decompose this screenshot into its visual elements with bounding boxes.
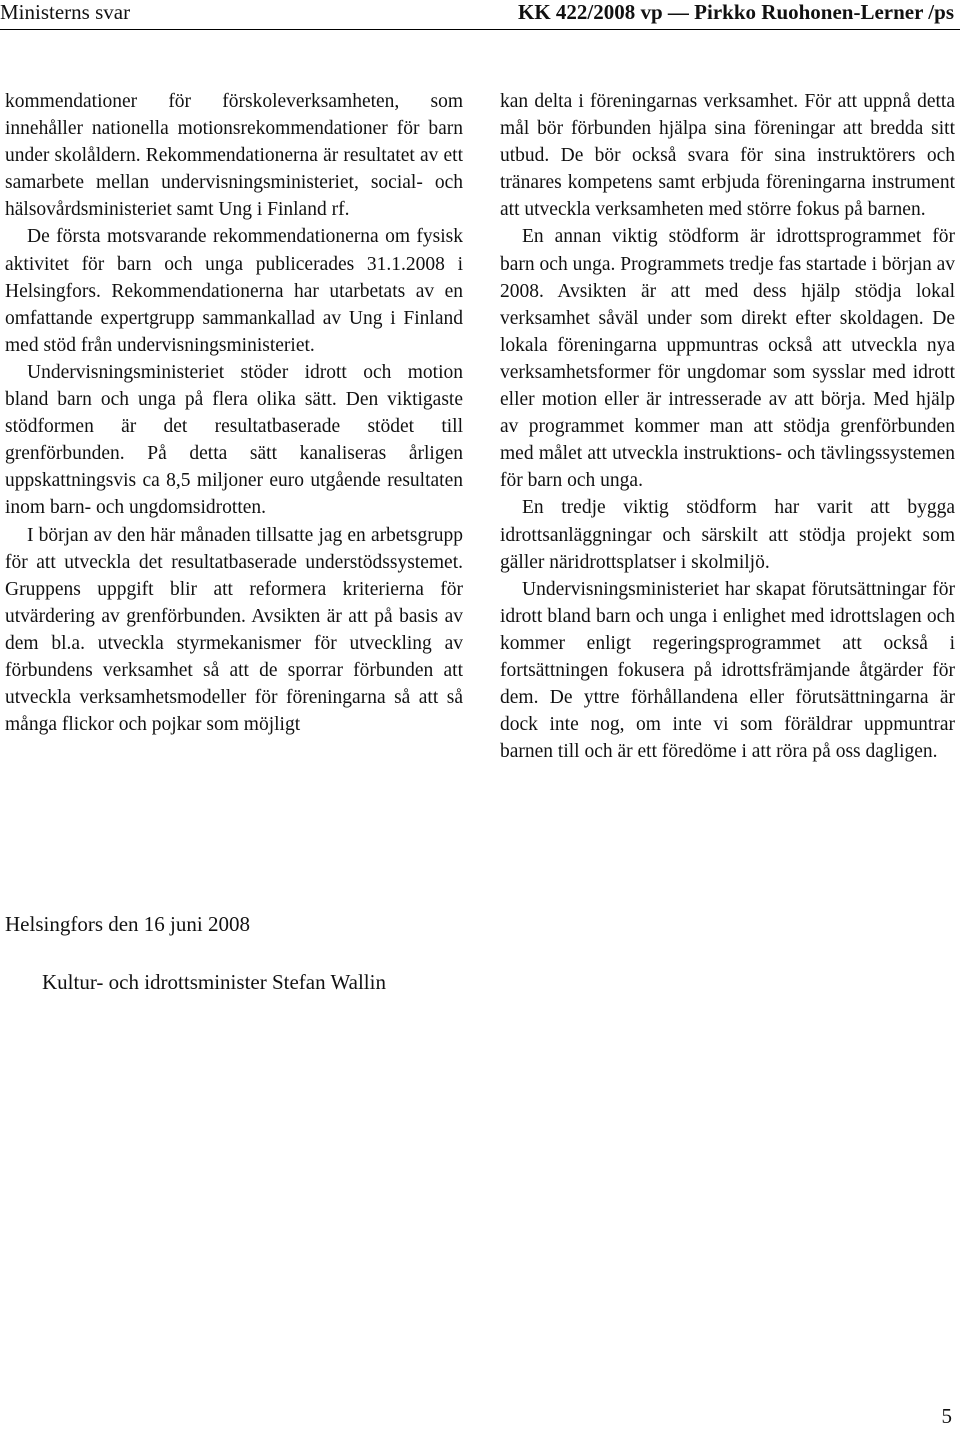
header-section-title: Ministerns svar [0,0,131,24]
paragraph: I början av den här månaden tillsatte jag en arbetsgrupp för att utveckla det resultatbaserade understödssystemet. Gruppens uppgift blir att reformera kriterierna för utvärdering av grenförbunden. Avsikten är att på basis av dem bl.a. utveckla styrmekanismer för utveckling av förbundens verksamhet så att de sporrar förbunden att utveckla verksamhetsmodeller för föreningarna så att så många flickor och pojkar som möjligt [5,524,463,736]
paragraph: Undervisningsministeriet stöder idrott och motion bland barn och unga på flera olika sätt. Den viktigaste stödformen är det resultatbaserade stödet till grenförbunden. På detta sätt kanaliseras årligen uppskattningsvis ca 8,5 miljoner euro utgående resultaten inom barn- och ungdomsidrotten. [5,361,463,519]
paragraph: En annan viktig stödform är idrottsprogrammet för barn och unga. Programmets tredje fas startade i början av 2008. Avsikten är att med dess hjälp stödja lokal verksamhet såväl under som direkt efter skoldagen. De lokala föreningarna uppmuntras också att utveckla nya verksamhetsformer för ungdomar som sysslar med idrott eller motion eller är intresserade av att börja. Med hjälp av programmet kommer man att stödja grenförbunden med målet att utveckla instruktions- och tävlingssystemen för barn och unga. [500,226,955,492]
right-column [500,88,955,765]
paragraph: De första motsvarande rekommendationerna om fysisk aktivitet för barn och unga publicerades 31.1.2008 i Helsingfors. Rekommendationerna har utarbetats av en omfattande expertgrupp sammankallad av Ung i Finland med stöd från undervisningsministeriet. [5,226,463,356]
page-number: 5 [941,1404,952,1428]
header-rule [0,29,960,30]
paragraph: kan delta i föreningarnas verksamhet. För att uppnå detta mål bör förbunden hjälpa sina föreningar att bredda sitt utbud. De bör också svara för sina instruktörers och tränares kompetens samt erbjuda föreningarna instrument att utveckla verksamheten med större fokus på barnen. [500,91,955,221]
header-document-reference: KK 422/2008 vp — Pirkko Ruohonen-Lerner /ps [518,0,954,24]
paragraph: kommendationer för förskoleverksamheten, som innehåller nationella motionsrekommendationer för barn under skolåldern. Rekommendationerna är resultatet av ett samarbete mellan undervisningsministeriet, social- och hälsovårdsministeriet samt Ung i Finland rf. [5,91,463,221]
left-column [5,88,463,738]
paragraph: Undervisningsministeriet har skapat förutsättningar för idrott bland barn och unga i enlighet med idrottslagen och kommer enligt regeringsprogrammet att också i fortsättningen fokusera på idrottsfrämjande åtgärder för dem. De yttre förhållandena eller förutsättningarna är dock inte nog, om inte vi som föräldrar uppmuntrar barnen till och är ett föredöme i att röra på oss dagligen. [500,578,955,763]
place-and-date: Helsingfors den 16 juni 2008 [5,912,250,936]
minister-signature: Kultur- och idrottsminister Stefan Wallin [42,970,386,994]
page-header [0,0,960,30]
paragraph: En tredje viktig stödform har varit att bygga idrottsanläggningar och särskilt att stödja projekt som gäller näridrottsplatser i skolmiljö. [500,497,955,573]
